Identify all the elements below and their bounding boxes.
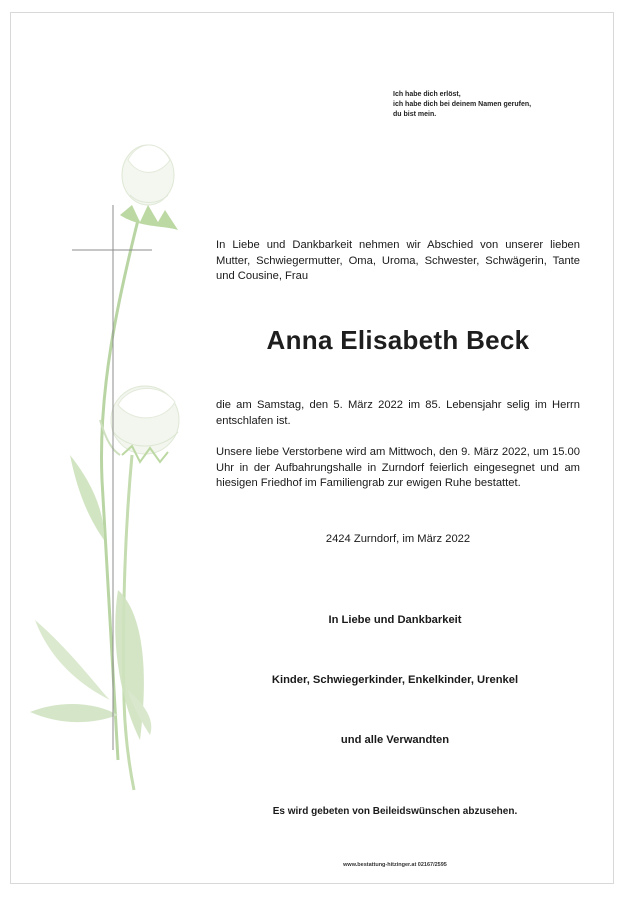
footer-contact: www.bestattung-hitzinger.at 02167/2595 [343,862,447,868]
funeral-details-text: Unsere liebe Verstorbene wird am Mittwoch, den 9. März 2022, um 15.00 Uhr in der Aufbahrungshalle in Zurndorf feierlich eingesegnet und am hiesigen Friedhof im Familiengrab zur ewigen Ruhe bestattet. [216,446,580,489]
mourners-line-2: Kinder, Schwiegerkinder, Enkelkinder, Urenkel [271,674,519,686]
rose-bottom-icon [100,386,179,462]
condolence-request: Es wird gebeten von Beileidswünschen abzusehen. [272,806,518,817]
quote-line: Ich habe dich erlöst, [393,91,461,98]
rose-top-icon [120,145,178,230]
intro-text: In Liebe und Dankbarkeit nehmen wir Abschied von unserer lieben Mutter, Schwiegermutter, Oma, Uroma, Schwester, Schwägerin, Tante und Cousine, Frau [216,239,580,282]
leaf-icon [35,620,110,700]
deceased-name: Anna Elisabeth Beck [266,325,530,355]
rose-decoration [0,0,220,820]
leaf-icon [30,704,118,722]
place-date: 2424 Zurndorf, im März 2022 [325,533,471,545]
mourners-line-3: und alle Verwandten [340,734,450,746]
bible-quote [393,90,593,120]
quote-line: ich habe dich bei deinem Namen gerufen, [393,101,532,108]
mourners-line-1: In Liebe und Dankbarkeit [328,614,462,626]
quote-line: du bist mein. [393,111,437,118]
leaf-icon [70,455,104,540]
death-notice-text: die am Samstag, den 5. März 2022 im 85. Lebensjahr selig im Herrn entschlafen ist. [216,399,580,427]
